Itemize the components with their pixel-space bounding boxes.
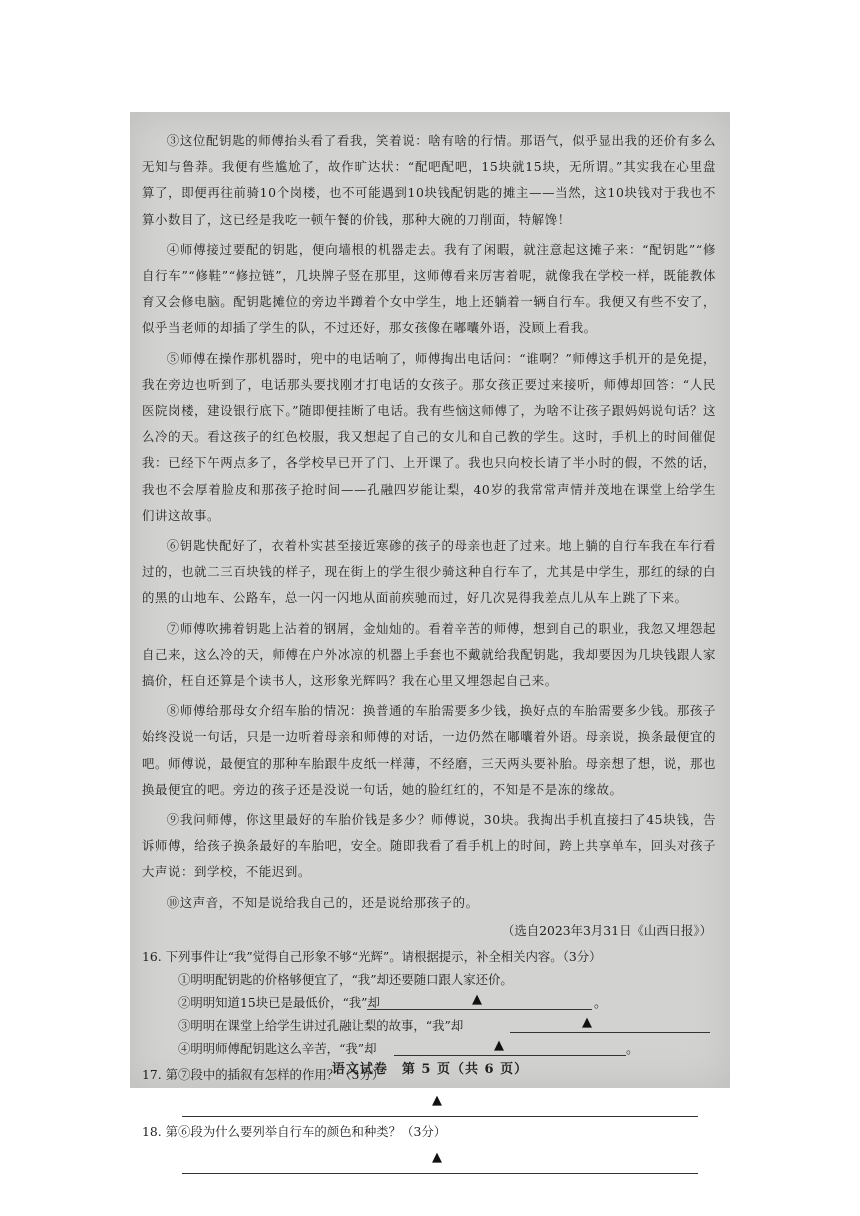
answer-blank-4[interactable] xyxy=(394,1055,626,1056)
page-footer: 语文试卷 第 5 页（共 6 页） xyxy=(331,1062,529,1077)
question-18: 18. 第⑥段为什么要列举自行车的颜色和种类？（3分） xyxy=(142,1123,447,1139)
article-source: （选自2023年3月31日《山西日报》） xyxy=(501,922,712,938)
question-16-item-2 xyxy=(142,991,716,1014)
answer-marker-4: ▲ xyxy=(494,1037,504,1053)
item-2-text: ②明明知道15块已是最低价，“我”却 xyxy=(178,994,380,1010)
answer-marker-18: ▲ xyxy=(432,1149,442,1165)
answer-line-17[interactable] xyxy=(182,1086,698,1117)
paragraph-9: ⑨我问师傅，你这里最好的车胎价钱是多少？师傅说，30块。我掏出手机直接扫了45块钱，告诉师傅，给孩子换条最好的车胎吧，安全。随即我看了看手机上的时间，跨上共享单车，回头对孩子大声说：到学校，不能迟到。 xyxy=(142,812,716,880)
paragraph-10: ⑩这声音，不知是说给我自己的，还是说给那孩子的。 xyxy=(166,894,479,910)
paragraph-6: ⑥钥匙快配好了，衣着朴实甚至接近寒碜的孩子的母亲也赶了过来。地上躺的自行车我在车行看过的，也就二三百块钱的样子，现在街上的学生很少骑这种自行车了，尤其是中学生，那红的绿的白的黑的山地车、公路车，总一闪一闪地从面前疾驰而过，好几次晃得我差点儿从车上跳了下来。 xyxy=(142,538,716,606)
question-16-item-3 xyxy=(142,1014,716,1037)
paragraph-7: ⑦师傅吹拂着钥匙上沾着的钢屑，金灿灿的。看着辛苦的师傅，想到自己的职业，我忽又埋怨起自己来，这么冷的天，师傅在户外冰凉的机器上手套也不戴就给我配钥匙，我却要因为几块钱跟人家搞价，枉自还算是个读书人，这形象光辉吗？我在心里又埋怨起自己来。 xyxy=(142,620,716,689)
question-16-item-1 xyxy=(142,968,716,991)
paragraph-3: ③这位配钥匙的师傅抬头看了看我，笑着说：啥有啥的行情。那语气，似乎显出我的还价有多么无知与鲁莽。我便有些尴尬了，故作旷达状：“配吧配吧，15块就15块，无所谓。”其实我在心里盘算了，即便再往前骑10个岗楼，也不可能遇到10块钱配钥匙的摊主——当然，这10块钱对于我也不算小数目了，这已经是我吃一顿午餐的价钱，那种大碗的刀削面，特解馋！ xyxy=(142,133,716,227)
answer-marker-2: ▲ xyxy=(472,991,482,1007)
question-16-item-4 xyxy=(142,1037,716,1060)
paragraph-4: ④师傅接过要配的钥匙，便向墙根的机器走去。我有了闲暇，就注意起这摊子来：“配钥匙”“修自行车”“修鞋”“修拉链”，几块牌子竖在那里，这师傅看来厉害着呢，就像我在学校一样，既能教体育又会修电脑。配钥匙摊位的旁边半蹲着个女中学生，地上还躺着一辆自行车。我便又有些不安了，似乎当老师的却插了学生的队，不过还好，那女孩像在嘟囔外语，没顾上看我。 xyxy=(142,241,716,336)
answer-marker-17: ▲ xyxy=(432,1092,442,1108)
item-1-text: ①明明配钥匙的价格够便宜了，“我”却还要随口跟人家还价。 xyxy=(178,971,513,987)
period-4: 。 xyxy=(626,1041,640,1057)
paragraph-5: ⑤师傅在操作那机器时，兜中的电话响了，师傅掏出电话问：“谁啊？”师傅这手机开的是免提，我在旁边也听到了，电话那头要找刚才打电话的女孩子。那女孩正要过来接听，师傅却回答：“人民医院岗楼，建设银行底下。”随即便挂断了电话。我有些恼这师傅了，为啥不让孩子跟妈妈说句话？这么冷的天。看这孩子的红色校服，我又想起了自己的女儿和自己教的学生。这时，手机上的时间催促我：已经下午两点多了，各学校早已开了门、上开课了。我也只向校长请了半小时的假，不然的话，我也不会厚着脸皮和那孩子抢时间——孔融四岁能让梨，40岁的我常常声情并茂地在课堂上给学生们讲这故事。 xyxy=(142,350,716,523)
item-3-text: ③明明在课堂上给学生讲过孔融让梨的故事，“我”却 xyxy=(178,1017,464,1033)
question-16-stem: 16. 下列事件让“我”觉得自己形象不够“光辉”。请根据提示，补全相关内容。（3分） xyxy=(142,948,602,964)
period-2: 。 xyxy=(594,995,608,1011)
page-content xyxy=(142,128,716,1174)
answer-blank-2[interactable] xyxy=(367,1009,592,1010)
item-4-text: ④明明师傅配钥匙这么辛苦，“我”却 xyxy=(178,1040,377,1056)
paragraph-8: ⑧师傅给那母女介绍车胎的情况：换普通的车胎需要多少钱，换好点的车胎需要多少钱。那孩子始终没说一句话，只是一边听着母亲和师傅的对话，一边仍然在嘟囔着外语。母亲说，换条最便宜的吧。师傅说，最便宜的那种车胎跟牛皮纸一样薄，不经磨，三天两头要补胎。母亲想了想，说，那也换最便宜的吧。旁边的孩子还是没说一句话，她的脸红红的，不知是不是冻的缘故。 xyxy=(142,703,716,797)
answer-marker-3: ▲ xyxy=(582,1014,592,1030)
answer-blank-3[interactable] xyxy=(510,1032,710,1033)
question-17: 17. 第⑦段中的插叙有怎样的作用？（3分） xyxy=(142,1066,385,1082)
answer-line-18[interactable] xyxy=(182,1143,698,1174)
exam-page xyxy=(130,112,730,1165)
